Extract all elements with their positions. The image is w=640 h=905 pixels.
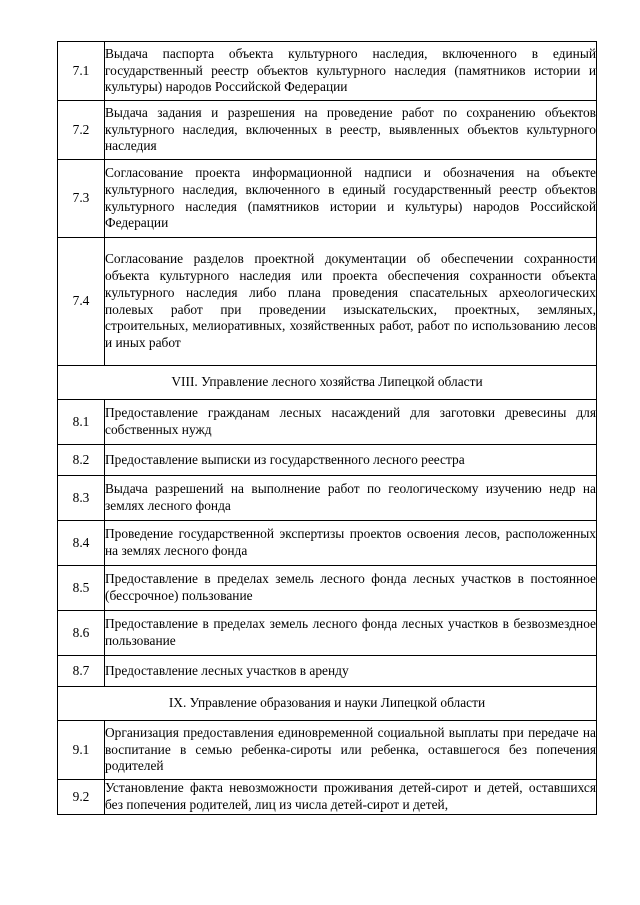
row-text: Предоставление в пределах земель лесного фонда лесных участков в безвозмездное пользование — [105, 611, 597, 656]
table-row — [58, 445, 597, 476]
row-number: 8.3 — [58, 476, 105, 521]
section-header: IX. Управление образования и науки Липецкой области — [58, 687, 597, 721]
row-text: Организация предоставления единовременной социальной выплаты при передаче на воспитание в семью ребенка-сироты или ребенка, оставшегося без попечения родителей — [105, 721, 597, 780]
row-text: Предоставление лесных участков в аренду — [105, 656, 597, 687]
row-text: Предоставление гражданам лесных насаждений для заготовки древесины для собственных нужд — [105, 400, 597, 445]
table-row — [58, 521, 597, 566]
row-number: 8.4 — [58, 521, 105, 566]
row-text: Предоставление в пределах земель лесного фонда лесных участков в постоянное (бессрочное) пользование — [105, 566, 597, 611]
row-number: 7.4 — [58, 238, 105, 366]
table-row — [58, 780, 597, 815]
section-header-row — [58, 687, 597, 721]
row-number: 8.2 — [58, 445, 105, 476]
table-row — [58, 721, 597, 780]
table-row — [58, 400, 597, 445]
row-text: Проведение государственной экспертизы проектов освоения лесов, расположенных на землях лесного фонда — [105, 521, 597, 566]
table-row — [58, 42, 597, 101]
table-row — [58, 611, 597, 656]
row-number: 8.1 — [58, 400, 105, 445]
table-row — [58, 160, 597, 238]
row-number: 8.5 — [58, 566, 105, 611]
row-number: 7.3 — [58, 160, 105, 238]
row-text: Установление факта невозможности проживания детей-сирот и детей, оставшихся без попечения родителей, лиц из числа детей-сирот и детей, — [105, 780, 597, 815]
row-number: 8.7 — [58, 656, 105, 687]
row-text: Согласование проекта информационной надписи и обозначения на объекте культурного наследия, включенного в единый государственный реестр объектов культурного наследия (памятников истории и культуры) народов Российской Федерации — [105, 160, 597, 238]
table-row — [58, 238, 597, 366]
section-header: VIII. Управление лесного хозяйства Липецкой области — [58, 366, 597, 400]
row-number: 8.6 — [58, 611, 105, 656]
row-text: Выдача паспорта объекта культурного наследия, включенного в единый государственный реестр объектов культурного наследия (памятников истории и культуры) народов Российской Федерации — [105, 42, 597, 101]
table-row — [58, 476, 597, 521]
row-text: Предоставление выписки из государственного лесного реестра — [105, 445, 597, 476]
row-text: Согласование разделов проектной документации об обеспечении сохранности объекта культурного наследия или проекта обеспечения сохранности объекта культурного наследия либо плана проведения спасательных археологических полевых работ при проведении изыскательских, проектных, земляных, строительных, мелиоративных, хозяйственных работ, работ по использованию лесов и иных работ — [105, 238, 597, 366]
row-text: Выдача задания и разрешения на проведение работ по сохранению объектов культурного наследия, включенных в реестр, выявленных объектов культурного наследия — [105, 101, 597, 160]
row-number: 9.2 — [58, 780, 105, 815]
section-header-row — [58, 366, 597, 400]
row-number: 7.1 — [58, 42, 105, 101]
table-row — [58, 656, 597, 687]
services-table — [57, 41, 597, 815]
table-row — [58, 566, 597, 611]
row-number: 7.2 — [58, 101, 105, 160]
row-text: Выдача разрешений на выполнение работ по геологическому изучению недр на землях лесного фонда — [105, 476, 597, 521]
row-number: 9.1 — [58, 721, 105, 780]
table-row — [58, 101, 597, 160]
